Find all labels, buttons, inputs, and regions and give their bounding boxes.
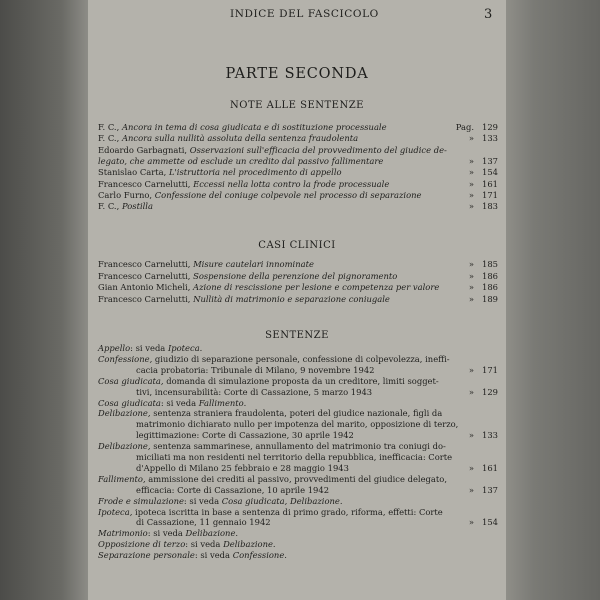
sentenza-heading: Frode e simulazione — [98, 495, 184, 506]
index-entry — [98, 145, 502, 156]
entry-page-number: 171 — [482, 189, 498, 200]
entry-title: Azione di rescissione per lesione e competenza per valore — [193, 282, 440, 293]
entry-page-prefix: » — [468, 133, 474, 144]
entry-page-prefix: » — [468, 293, 474, 304]
sentenza-reference: Delibazione. — [223, 539, 276, 550]
running-title: INDICE DEL FASCICOLO — [230, 8, 379, 20]
entry-page-number: 183 — [482, 201, 498, 212]
sentenza-entry — [98, 507, 502, 518]
sentenza-continuation — [98, 387, 502, 398]
entry-title-continuation: legato, che ammette od esclude un credito dal passivo fallimentare — [98, 155, 384, 166]
sentenza-heading: Delibazione, — [98, 408, 151, 419]
entry-page-number: 137 — [482, 155, 498, 166]
entry-author: Stanislao Carta, — [98, 167, 169, 178]
part-title: PARTE SECONDA — [225, 66, 369, 82]
sentenza-text: : si veda — [160, 397, 199, 408]
sentenza-heading: Matrimonio — [98, 528, 148, 539]
sentenza-text: : si veda — [185, 539, 224, 550]
sentenza-page-number: 137 — [482, 484, 498, 495]
sentenza-heading: Opposizione di terzo — [98, 539, 186, 550]
sentenza-continuation — [98, 517, 502, 528]
index-entry — [98, 294, 502, 305]
sentenza-heading: Separazione personale — [98, 550, 195, 561]
entry-page-number: 133 — [482, 133, 498, 144]
sentenza-continuation — [98, 430, 502, 441]
sentenza-heading: Confessione, — [98, 353, 153, 364]
sentenza-page-prefix: » — [468, 484, 474, 495]
entry-title: Osservazioni sull'efficacia del provvedimento del giudice de- — [189, 144, 447, 155]
sentenza-reference: Confessione. — [232, 550, 287, 561]
sentenza-entry — [98, 343, 502, 354]
entry-page-number: 186 — [482, 270, 498, 281]
sentenza-page-number: 133 — [482, 430, 498, 441]
sentenza-continuation-text: cacia probatoria: Tribunale di Milano, 9 novembre 1942 — [136, 364, 375, 375]
entry-page-number: 185 — [482, 259, 498, 269]
sentenza-continuation-text: d'Appello di Milano 25 febbraio e 28 maggio 1943 — [136, 462, 349, 473]
sentenza-heading: Cosa giudicata — [98, 397, 161, 408]
sentenza-continuation — [98, 365, 502, 376]
entry-page-prefix: » — [468, 155, 474, 166]
entry-title: Nullità di matrimonio e separazione coniugale — [193, 293, 390, 304]
scan-background-left — [0, 0, 88, 600]
entry-title: Ancora in tema di cosa giudicata e di sostituzione processuale — [121, 122, 387, 132]
entry-page-prefix: » — [468, 270, 474, 281]
sentenza-continuation — [98, 485, 502, 496]
sentenza-continuation-text: matrimonio dichiarato nullo per impotenza del marito, opposizione di terzo, — [136, 419, 459, 430]
sentenza-page-prefix: » — [468, 364, 474, 375]
sentenza-page-number: 161 — [482, 462, 498, 473]
entry-page-prefix: » — [468, 167, 474, 178]
sentenza-text: : si veda — [147, 528, 186, 539]
index-entry — [98, 271, 502, 282]
index-entry — [98, 179, 502, 190]
index-entry — [98, 133, 502, 144]
section-title-sentenze: SENTENZE — [265, 330, 329, 341]
entry-page-prefix: » — [468, 201, 474, 212]
sentenza-text: : si veda — [194, 550, 233, 561]
entry-page-prefix: » — [468, 282, 474, 293]
index-entry — [98, 122, 502, 133]
entry-author: Francesco Carnelutti, — [98, 178, 194, 189]
page-header — [88, 8, 506, 22]
sentenza-page-prefix: » — [468, 462, 474, 473]
sentenza-reference: Fallimento. — [198, 397, 247, 408]
section-title-casi: CASI CLINICI — [258, 240, 336, 251]
entry-title: Misure cautelari innominate — [193, 259, 314, 269]
index-entry — [98, 190, 502, 201]
entry-author: Carlo Furno, — [98, 189, 155, 200]
index-entry — [98, 259, 502, 270]
sentenza-continuation — [98, 419, 502, 430]
entry-author: F. C., — [98, 122, 122, 132]
entry-page-number: 161 — [482, 178, 498, 189]
sentenza-page-number: 154 — [482, 517, 498, 528]
sentenza-continuation-text: efficacia: Corte di Cassazione, 10 aprile 1942 — [136, 484, 330, 495]
entry-page-number: 129 — [482, 122, 498, 132]
sentenza-reference: Ipoteca. — [167, 343, 203, 353]
sentenza-text: sentenza sammarinese, annullamento del matrimonio tra coniugi do- — [150, 441, 446, 452]
sentenza-entry — [98, 398, 502, 409]
entry-author: F. C., — [98, 201, 122, 212]
sentenza-continuation-text: tivi, incensurabilità: Corte di Cassazione, 5 marzo 1943 — [136, 386, 373, 397]
index-page — [88, 0, 506, 600]
sentenza-entry — [98, 496, 502, 507]
sentenza-entry — [98, 474, 502, 485]
sentenza-page-number: 129 — [482, 386, 498, 397]
sentenza-heading: Fallimento, — [98, 473, 146, 484]
entry-title: Ancora sulla nullità assoluta della sentenza fraudolenta — [121, 133, 359, 144]
sentenza-entry — [98, 539, 502, 550]
page-number: 3 — [484, 7, 493, 22]
sentenza-text: domanda di simulazione proposta da un creditore, limiti sogget- — [163, 375, 439, 386]
index-entry — [98, 282, 502, 293]
entry-author: F. C., — [98, 133, 122, 144]
sentenza-text: : si veda — [183, 495, 222, 506]
sentenza-heading: Cosa giudicata, — [98, 375, 164, 386]
entry-title: L'istruttoria nel procedimento di appello — [168, 167, 342, 178]
sentenza-text: ipoteca iscritta in base a sentenza di primo grado, riforma, effetti: Corte — [132, 506, 443, 517]
entry-page-prefix: » — [468, 259, 474, 269]
entry-author: Francesco Carnelutti, — [98, 293, 194, 304]
entry-title: Eccessi nella lotta contro la frode processuale — [193, 178, 390, 189]
sentenza-continuation-text: legittimazione: Corte di Cassazione, 30 aprile 1942 — [136, 430, 354, 441]
entry-author: Francesco Carnelutti, — [98, 270, 194, 281]
sentenza-page-number: 171 — [482, 364, 498, 375]
sentenza-page-prefix: » — [468, 430, 474, 441]
sentenza-text: sentenza straniera fraudolenta, poteri del giudice nazionale, figli da — [150, 408, 443, 419]
scan-background-right — [506, 0, 600, 600]
sentenza-continuation — [98, 452, 502, 463]
entry-author: Edoardo Garbagnati, — [98, 144, 190, 155]
sentenza-heading: Delibazione, — [98, 441, 151, 452]
index-entry — [98, 167, 502, 178]
entry-author: Francesco Carnelutti, — [98, 259, 194, 269]
entry-page-prefix: » — [468, 178, 474, 189]
sentenza-reference: Cosa giudicata, Delibazione. — [221, 495, 343, 506]
index-entry-continuation — [98, 156, 502, 167]
sentenza-entry — [98, 550, 502, 561]
sentenza-entry — [98, 376, 502, 387]
sentenza-entry — [98, 408, 502, 419]
entry-title: Sospensione della perenzione del pignoramento — [193, 270, 398, 281]
section-title-note: NOTE ALLE SENTENZE — [230, 100, 364, 111]
entry-page-number: 186 — [482, 282, 498, 293]
sentenza-page-prefix: » — [468, 386, 474, 397]
entry-title: Confessione del coniuge colpevole nel processo di separazione — [154, 189, 422, 200]
entry-page-number: 189 — [482, 293, 498, 304]
entry-author: Gian Antonio Micheli, — [98, 282, 194, 293]
sentenza-entry — [98, 441, 502, 452]
entry-title: Postilla — [121, 201, 153, 212]
sentenza-text: ammissione dei crediti al passivo, provvedimenti del giudice delegato, — [145, 473, 447, 484]
sentenza-continuation-text: di Cassazione, 11 gennaio 1942 — [136, 517, 271, 528]
index-entry — [98, 201, 502, 212]
sentenza-continuation-text: miciliati ma non residenti nel territorio della repubblica, inefficacia: Corte — [136, 452, 453, 462]
sentenza-entry — [98, 354, 502, 365]
sentenza-page-prefix: » — [468, 517, 474, 528]
sentenza-continuation — [98, 463, 502, 474]
sentenza-reference: Delibazione. — [185, 528, 239, 539]
sentenza-entry — [98, 528, 502, 539]
entry-page-prefix: » — [468, 189, 474, 200]
sentenza-text: giudizio di separazione personale, confessione di colpevolezza, ineffi- — [152, 353, 450, 364]
entry-page-prefix: Pag. — [455, 122, 474, 132]
sentenza-text: : si veda — [130, 343, 168, 353]
entry-page-number: 154 — [482, 167, 498, 178]
sentenza-heading: Appello — [98, 343, 131, 353]
sentenza-heading: Ipoteca, — [98, 506, 133, 517]
